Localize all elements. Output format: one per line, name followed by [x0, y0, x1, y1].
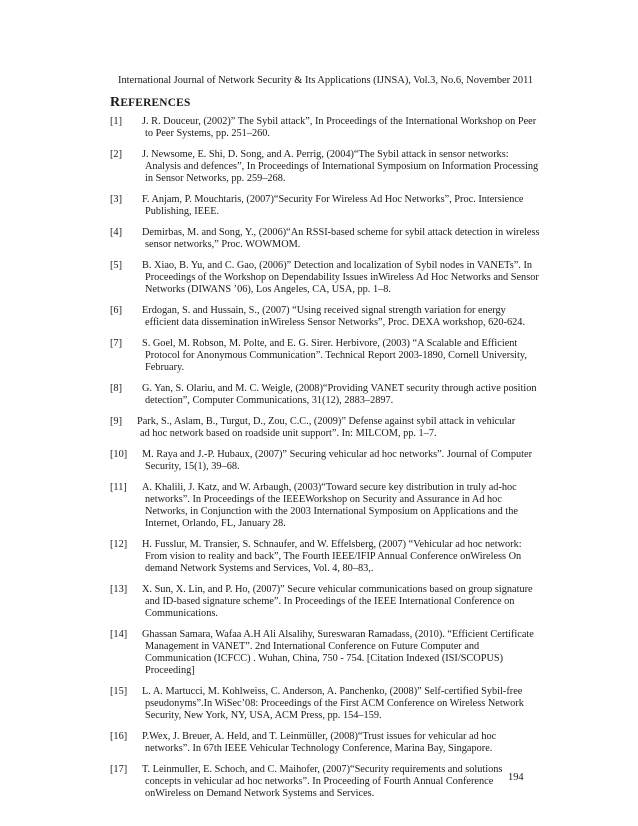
reference-item	[0, 764, 638, 800]
reference-line: S. Goel, M. Robson, M. Polte, and E. G. Sirer. Herbivore, (2003) “A Scalable and Efficient	[142, 338, 518, 349]
reference-number: [15]	[110, 686, 128, 697]
reference-line: networks”. In Proceedings of the IEEEWorkshop on Security and Assurance in Ad hoc	[145, 494, 502, 505]
reference-line: Communication (ICFCC) . Wuhan, China, 750 - 754. [Citation Indexed (ISI/SCOPUS)	[145, 653, 504, 664]
section-title-initial: R	[110, 95, 121, 110]
reference-line: Security, 15(1), 39–68.	[145, 461, 240, 472]
reference-line: Ghassan Samara, Wafaa A.H Ali Alsalihy, Sureswaran Ramadass, (2010). “Efficient Certificate	[142, 629, 534, 640]
reference-line: pseudonyms”.In WiSec’08: Proceedings of the First ACM Conference on Wireless Network	[145, 698, 524, 709]
reference-number: [1]	[110, 116, 123, 127]
reference-text	[142, 764, 530, 800]
reference-text	[137, 416, 525, 440]
reference-line: in Sensor Networks, pp. 259–268.	[145, 173, 286, 184]
section-title	[110, 95, 190, 111]
reference-number: [2]	[110, 149, 123, 160]
reference-line: Analysis and defences”, In Proceedings of International Symposium on Information Processing	[145, 161, 539, 172]
reference-line: B. Xiao, B. Yu, and C. Gao, (2006)” Detection and localization of Sybil nodes in VANETs”. In	[142, 260, 533, 271]
reference-number: [16]	[110, 731, 128, 742]
reference-text	[142, 383, 537, 407]
reference-text	[142, 305, 530, 329]
reference-item	[0, 449, 638, 473]
reference-line: efficient data dissemination inWireless Sensor Networks”, Proc. DEXA workshop, 620-624.	[145, 317, 526, 328]
reference-item	[0, 149, 638, 185]
reference-line: Park, S., Aslam, B., Turgut, D., Zou, C.C., (2009)” Defense against sybil attack in vehicular	[137, 416, 516, 427]
reference-line: From vision to reality and back”, The Fourth IEEE/IFIP Annual Conference onWireless On	[145, 551, 522, 562]
reference-number: [8]	[110, 383, 123, 394]
reference-line: and ID-based signature scheme”. In Proceedings of the IEEE International Conference on	[145, 596, 515, 607]
reference-line: to Peer Systems, pp. 251–260.	[145, 128, 270, 139]
reference-list	[0, 116, 638, 809]
reference-text	[142, 194, 530, 218]
reference-line: P.Wex, J. Breuer, A. Held, and T. Leinmüller, (2008)“Trust issues for vehicular ad hoc	[142, 731, 497, 742]
reference-text	[142, 686, 530, 722]
reference-number: [5]	[110, 260, 123, 271]
reference-item	[0, 482, 638, 530]
reference-text	[142, 629, 534, 677]
reference-number: [12]	[110, 539, 128, 550]
reference-line: ad hoc network based on roadside unit support”. In: MILCOM, pp. 1–7.	[140, 428, 437, 439]
reference-line: Protocol for Anonymous Communication”. Technical Report 2003-1890, Cornell University,	[145, 350, 527, 361]
reference-line: onWireless on Demand Network Systems and Services.	[145, 788, 375, 799]
reference-item	[0, 731, 638, 755]
reference-item	[0, 338, 638, 374]
reference-item	[0, 686, 638, 722]
reference-item	[0, 116, 638, 140]
reference-number: [10]	[110, 449, 128, 460]
reference-line: Networks (DIWANS ’06), Los Angeles, CA, USA, pp. 1–8.	[145, 284, 391, 295]
reference-line: Demirbas, M. and Song, Y., (2006)“An RSSI-based scheme for sybil attack detection in wireless	[142, 227, 540, 238]
reference-text	[142, 149, 539, 185]
reference-item	[0, 383, 638, 407]
section-title-rest: EFERENCES	[120, 97, 191, 109]
reference-number: [6]	[110, 305, 123, 316]
reference-number: [13]	[110, 584, 128, 595]
reference-line: networks”. In 67th IEEE Vehicular Technology Conference, Marina Bay, Singapore.	[145, 743, 493, 754]
reference-number: [7]	[110, 338, 123, 349]
reference-text	[142, 584, 533, 620]
page-number: 194	[508, 772, 524, 783]
reference-line: Security, New York, NY, USA, ACM Press, pp. 154–159.	[145, 710, 382, 721]
reference-line: concepts in vehicular ad hoc networks”. In Proceeding of Fourth Annual Conference	[145, 776, 494, 787]
reference-line: G. Yan, S. Olariu, and M. C. Weigle, (2008)“Providing VANET security through active position	[142, 383, 537, 394]
reference-line: M. Raya and J.-P. Hubaux, (2007)” Securing vehicular ad hoc networks”. Journal of Computer	[142, 449, 533, 460]
reference-line: L. A. Martucci, M. Kohlweiss, C. Anderson, A. Panchenko, (2008)” Self-certified Sybil-free	[142, 686, 523, 697]
reference-line: demand Network Systems and Services, Vol. 4, 80–83,.	[145, 563, 374, 574]
reference-line: February.	[145, 362, 185, 373]
reference-line: Erdogan, S. and Hussain, S., (2007) “Using received signal strength variation for energy	[142, 305, 506, 316]
reference-line: X. Sun, X. Lin, and P. Ho, (2007)” Secure vehicular communications based on group signature	[142, 584, 533, 595]
reference-item	[0, 227, 638, 251]
reference-text	[142, 539, 530, 575]
reference-line: T. Leinmuller, E. Schoch, and C. Maihofer, (2007)“Security requirements and solutions	[142, 764, 503, 775]
reference-text	[142, 116, 537, 140]
reference-line: Proceeding]	[145, 665, 195, 676]
reference-number: [11]	[110, 482, 127, 493]
reference-line: A. Khalili, J. Katz, and W. Arbaugh, (2003)“Toward secure key distribution in truly ad-hoc	[142, 482, 517, 493]
reference-item	[0, 260, 638, 296]
reference-number: [3]	[110, 194, 123, 205]
reference-item	[0, 416, 638, 440]
reference-line: Communications.	[145, 608, 218, 619]
reference-line: Publishing, IEEE.	[145, 206, 220, 217]
reference-line: J. R. Douceur, (2002)” The Sybil attack”, In Proceedings of the International Workshop on Peer	[142, 116, 537, 127]
reference-item	[0, 629, 638, 677]
reference-number: [9]	[110, 416, 123, 427]
reference-text	[142, 731, 530, 755]
reference-line: J. Newsome, E. Shi, D. Song, and A. Perrig, (2004)“The Sybil attack in sensor networks:	[142, 149, 509, 160]
reference-line: Networks, in Conjunction with the 2003 International Symposium on Applications and the	[145, 506, 518, 517]
reference-item	[0, 305, 638, 329]
running-header: International Journal of Network Security & Its Applications (IJNSA), Vol.3, No.6, November 2011	[118, 75, 534, 86]
reference-line: F. Anjam, P. Mouchtaris, (2007)“Security For Wireless Ad Hoc Networks”, Proc. Intersience	[142, 194, 524, 205]
reference-line: detection”, Computer Communications, 31(12), 2883–2897.	[145, 395, 394, 406]
reference-text	[142, 482, 530, 530]
reference-text	[142, 338, 530, 374]
reference-line: sensor networks,” Proc. WOWMOM.	[145, 239, 301, 250]
reference-line: Proceedings of the Workshop on Dependability Issues inWireless Ad Hoc Networks and Sensor	[145, 272, 539, 283]
reference-number: [4]	[110, 227, 123, 238]
reference-line: Internet, Orlando, FL, January 28.	[145, 518, 286, 529]
reference-text	[142, 449, 533, 473]
reference-item	[0, 584, 638, 620]
reference-number: [14]	[110, 629, 128, 640]
reference-number: [17]	[110, 764, 128, 775]
reference-text	[142, 227, 540, 251]
reference-line: H. Fusslur, M. Transier, S. Schnaufer, and W. Effelsberg, (2007) “Vehicular ad hoc network:	[142, 539, 522, 550]
reference-text	[142, 260, 539, 296]
reference-item	[0, 194, 638, 218]
reference-line: Management in VANET”. 2nd International Conference on Future Computer and	[145, 641, 480, 652]
reference-item	[0, 539, 638, 575]
